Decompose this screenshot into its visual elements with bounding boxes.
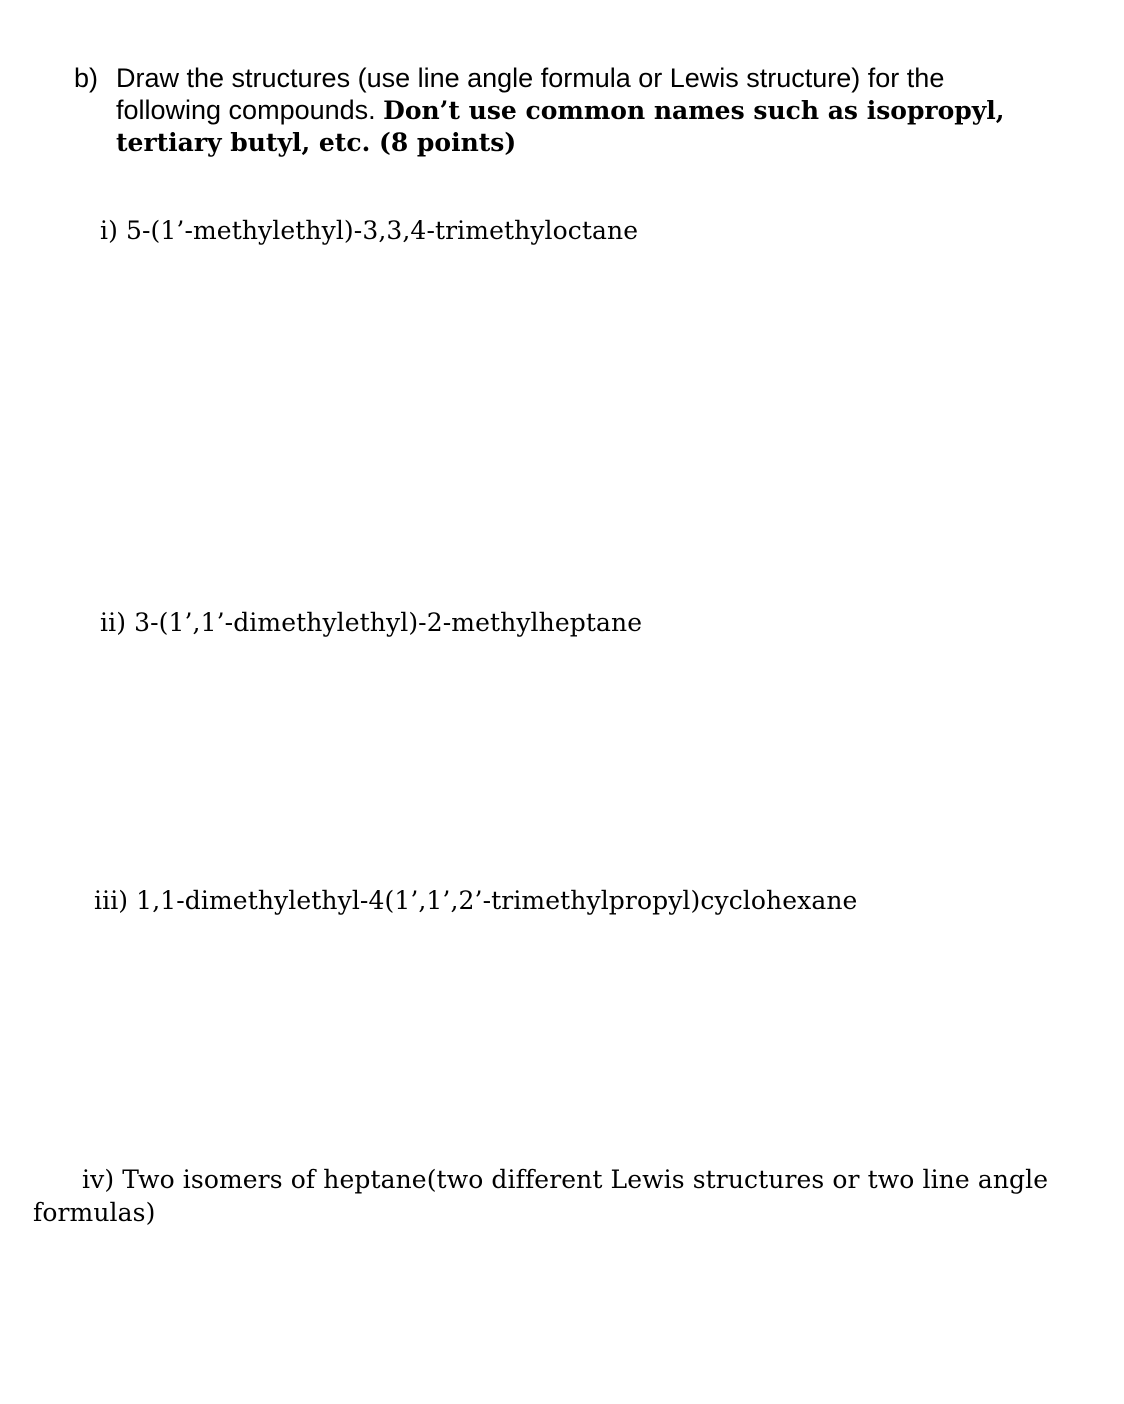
part-marker: b): [74, 63, 99, 93]
instruction-bold-warning: Don’t use common names such as isopropyl,: [383, 96, 1005, 125]
instruction-line-1: Draw the structures (use line angle formula or Lewis structure) for the: [116, 63, 945, 93]
instruction-line-2: [116, 94, 1004, 127]
instruction-line-3: [116, 126, 516, 159]
question-i: i) 5-(1’-methylethyl)-3,3,4-trimethyloctane: [100, 216, 639, 245]
question-iii: iii) 1,1-dimethylethyl-4(1’,1’,2’-trimethylpropyl)cyclohexane: [94, 886, 858, 915]
instruction-bold-points: tertiary butyl, etc. (8 points): [116, 128, 517, 157]
question-iv-line-1: iv) Two isomers of heptane(two different Lewis structures or two line angle: [82, 1165, 1049, 1194]
question-iv-line-2: formulas): [33, 1198, 156, 1227]
instruction-plain-text: following compounds.: [116, 95, 384, 125]
question-ii: ii) 3-(1’,1’-dimethylethyl)-2-methylheptane: [100, 608, 643, 637]
